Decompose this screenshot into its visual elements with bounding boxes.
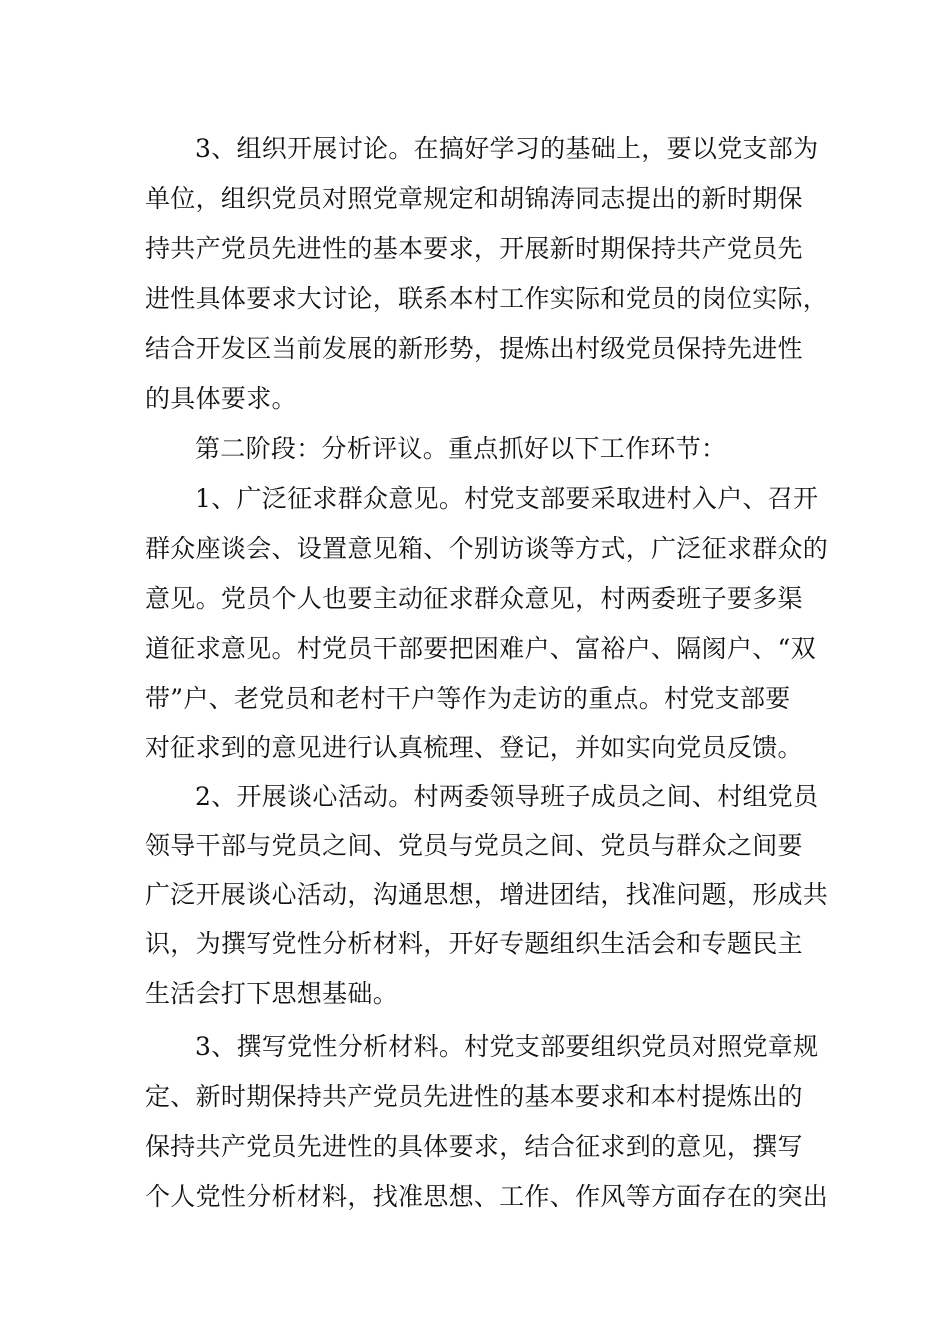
text-line: 1、广泛征求群众意见。村党支部要采取进村入户、召开: [195, 484, 819, 513]
text-line: 2、开展谈心活动。村两委领导班子成员之间、村组党员: [195, 782, 819, 811]
text-line: 的具体要求。: [145, 384, 297, 413]
text-line: 持共产党员先进性的基本要求，开展新时期保持共产党员先: [145, 234, 803, 263]
text-line: 意见。党员个人也要主动征求群众意见，村两委班子要多渠: [145, 584, 803, 613]
text-line: 个人党性分析材料，找准思想、工作、作风等方面存在的突出: [145, 1182, 829, 1211]
text-line: 广泛开展谈心活动，沟通思想，增进团结，找准问题，形成共: [145, 880, 829, 909]
section-heading: 第二阶段：分析评议。重点抓好以下工作环节：: [195, 434, 727, 463]
text-line: 对征求到的意见进行认真梳理、登记，并如实向党员反馈。: [145, 733, 803, 762]
text-line: 生活会打下思想基础。: [145, 979, 399, 1008]
text-line: 3、组织开展讨论。在搞好学习的基础上，要以党支部为: [195, 134, 819, 163]
text-line: 识，为撰写党性分析材料，开好专题组织生活会和专题民主: [145, 929, 803, 958]
text-line: 单位，组织党员对照党章规定和胡锦涛同志提出的新时期保: [145, 184, 803, 213]
text-line: 领导干部与党员之间、党员与党员之间、党员与群众之间要: [145, 831, 803, 860]
text-line: 3、撰写党性分析材料。村党支部要组织党员对照党章规: [195, 1032, 819, 1061]
text-line: 群众座谈会、设置意见箱、个别访谈等方式，广泛征求群众的: [145, 534, 829, 563]
text-line: 定、新时期保持共产党员先进性的基本要求和本村提炼出的: [145, 1082, 803, 1111]
text-line: 进性具体要求大讨论，联系本村工作实际和党员的岗位实际，: [145, 284, 829, 313]
text-line: 带”户、老党员和老村干户等作为走访的重点。村党支部要: [145, 684, 791, 713]
text-line: 结合开发区当前发展的新形势，提炼出村级党员保持先进性: [145, 334, 803, 363]
text-line: 道征求意见。村党员干部要把困难户、富裕户、隔阂户、“双: [145, 634, 816, 663]
text-line: 保持共产党员先进性的具体要求，结合征求到的意见，撰写: [145, 1132, 803, 1161]
